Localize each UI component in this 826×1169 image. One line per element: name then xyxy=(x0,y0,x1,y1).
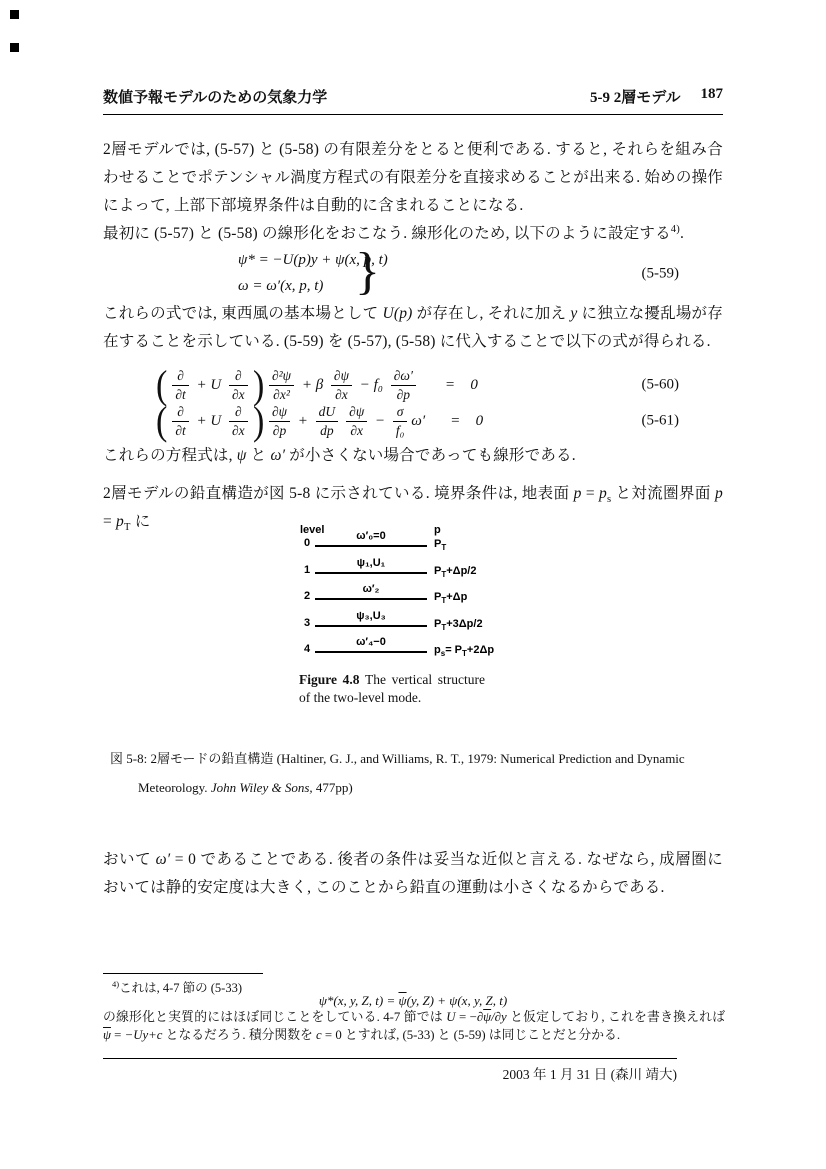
pressure-label: $P_T+\Delta p/2$ xyxy=(434,565,477,580)
equation-5-59-line2: ω = ω′(x, p, t) xyxy=(238,278,324,294)
paragraph-linearity: これらの方程式は, ψ と ω′ が小さくない場合であっても線形である. xyxy=(103,447,576,464)
level-line xyxy=(315,651,427,653)
footnote-intro: $^{4)}$これは, 4-7 節の (5-33) xyxy=(112,978,242,995)
level-label: ω′₂ xyxy=(362,583,380,595)
header-right xyxy=(590,86,723,107)
paragraph-linearization: 最初に (5-57) と (5-58) の線形化をおこなう. 線形化のため, 以下のように設定する$^{4)}$. xyxy=(103,223,685,242)
level-number: 2 xyxy=(304,590,311,602)
paragraph-intro: 2層モデルでは, (5-57) と (5-58) の有限差分をとると便利である. すると, それらを組み合わせることでポテンシャル渦度方程式の有限差分を直接求めることが出来る. 始めの操作によって, 上部下部境界条件は自動的に含まれることになる. xyxy=(103,141,723,214)
level-line xyxy=(315,545,427,547)
figure-caption-english: Figure 4.8 The vertical structure of the two-level mode. xyxy=(299,672,489,705)
paragraph-basic-field: これらの式では, 東西風の基本場として U(p) が存在し, それに加え y に独立な擾乱場が存在することを示している. (5-59) を (5-57), (5-58) に代入することで以下の式が得られる. xyxy=(103,305,723,350)
pressure-label: $P_T$ xyxy=(434,538,447,553)
figure-caption-japanese: 図 5-8: 2層モードの鉛直構造 (Haltiner, G. J., and Williams, R. T., 1979: Numerical Prediction and Dynamic Meteorology. John Wiley & Sons, 477pp) xyxy=(110,751,688,795)
level-diagram-figure xyxy=(298,520,550,672)
scan-artifact-square xyxy=(10,10,19,19)
scan-artifact-square xyxy=(10,43,19,52)
pressure-label: $P_T+\Delta p$ xyxy=(434,591,468,606)
equation-5-60-math: ( $\frac{\partial}{\partial t}$ + U $\frac{\partial}{\partial x}$ ) $\frac{\text{∂²ψ}}{\text{∂x²}}$ + β $\frac{\partial\psi}{\partial x}$ − f₀ $\frac{\partial\omega'}{\partial p}$ = 0 xyxy=(155,362,478,407)
level-number: 0 xyxy=(304,537,311,549)
level-number: 3 xyxy=(304,617,311,629)
level-number: 1 xyxy=(304,564,311,576)
equation-5-59 xyxy=(103,243,723,302)
level-line xyxy=(315,598,427,600)
level-line xyxy=(315,625,427,627)
equation-5-59-line1: ψ* = −U(p)y + ψ(x, p, t) xyxy=(238,252,388,268)
level-number: 4 xyxy=(304,643,311,655)
equation-5-61-math: ( $\frac{\partial}{\partial t}$ + U $\frac{\partial}{\partial x}$ ) $\frac{\partial\psi}{\partial p}$ + $\frac{dU}{dp}$ $\frac{\partial\psi}{\partial x}$ − $\frac{\sigma}{\text{f₀}}$ ω′ = 0 xyxy=(155,398,484,443)
footnote-body: の線形化と実質的にはほぼ同じことをしている. 4-7 節では $U = -\partial\overline{\psi}/\partial y$ と仮定しており, これを書き換えれば $\overline{\psi} = -Uy+c$ となるだろう. 積分関数を c = 0 とすれば, (5-33) と (5-59) は同じことだと分かる. xyxy=(103,1010,729,1042)
footer-date: 2003 年 1 月 31 日 (森川 靖大) xyxy=(502,1067,677,1082)
footnote-equation: ψ*(x, y, Z, $t) = \overline{\psi}(y$, Z) + ψ(x, y, Z, t) xyxy=(318,993,508,1008)
page-header xyxy=(103,86,723,115)
pressure-label: $P_T+3\Delta p/2$ xyxy=(434,618,483,633)
header-section: 5-9 2層モデル xyxy=(590,90,681,106)
paragraph-boundary-condition: おいて ω′ = 0 であることである. 後者の条件は妥当な近似と言える. なぜなら, 成層圏においては静的安定度は大きく, このことから鉛直の運動は小さくなるからである. xyxy=(103,851,723,896)
footnote-rule xyxy=(103,973,263,974)
footer-rule xyxy=(103,1058,677,1059)
level-label: ω′₄−0 xyxy=(356,636,386,648)
level-line xyxy=(315,572,427,574)
pressure-label: $p_s= P_T+2\Delta p$ xyxy=(434,644,495,659)
level-label: ψ₃,U₃ xyxy=(356,610,386,622)
level-label: ψ₁,U₁ xyxy=(356,557,386,569)
equation-label-5-61: (5-61) xyxy=(641,412,679,429)
header-title: 数値予報モデルのための気象力学 xyxy=(103,90,328,106)
figure-column-p: p xyxy=(434,524,441,536)
header-page-number: 187 xyxy=(700,86,723,102)
equation-label-5-59: (5-59) xyxy=(641,265,679,282)
level-label: ω′₀=0 xyxy=(356,530,386,542)
paragraph-vertical-structure: 2層モデルの鉛直構造が図 5-8 に示されている. 境界条件は, 地表面 $p = p_s$ と対流圏界面 $p = p_T$ に xyxy=(103,485,728,534)
right-brace: } xyxy=(355,243,380,300)
equation-label-5-60: (5-60) xyxy=(641,376,679,393)
figure-column-level: level xyxy=(300,524,325,536)
equation-5-61 xyxy=(103,398,723,444)
